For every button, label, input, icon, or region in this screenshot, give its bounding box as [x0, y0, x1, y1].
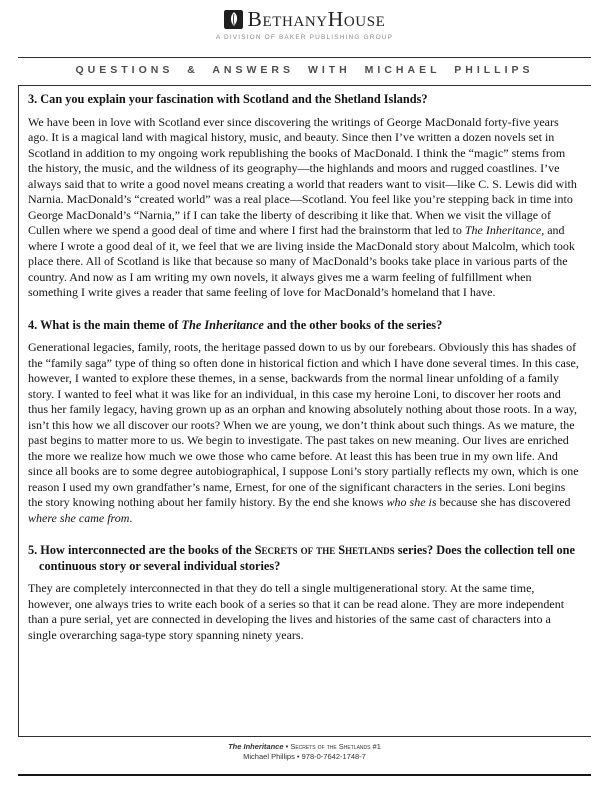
footer-credit [0, 742, 609, 762]
footer-author-isbn-line: Michael Phillips • 978-0-7642-1748-7 [243, 752, 366, 761]
answer-3-paragraph: We have been in love with Scotland ever since discovering the writings of George MacDonald forty-five years ago. It is a magical land with magical history, music, and beauty. Since then I’ve written a dozen novels set in Scotland in addition to my ongoing work republishing the books of MacDonald. I think the “magic” stems from the history, the music, and the wildness of its geography—the highlands and moors and rugged coastlines. I’ve always said that to write a good novel means creating a world that readers want to visit—like C. S. Lewis did with Narnia. MacDonald’s “created world” was a real place—Scotland. You feel like you’re stepping back in time into George MacDonald’s “Narnia,” if I can take the liberty of describing it like that. When we visit the village of Cullen where we spend a good deal of time and where I first had the brainstorm that led to The Inheritance, and where I wrote a good deal of it, we feel that we are living inside the MacDonald story about Malcolm, which took place there. All of Scotland is like that because so many of MacDonald’s books take place in various parts of the country. And now as I am writing my own novels, it always gives me a warm feeling of fulfillment when something I write gives a reader that same feeling of love for MacDonald’s homeland that I have. [28, 114, 577, 299]
leaf-icon [224, 10, 243, 29]
question-3-heading: 3. Can you explain your fascination with Scotland and the Shetland Islands? [28, 92, 428, 106]
question-4-heading: 4. What is the main theme of The Inheritance and the other books of the series? [28, 317, 443, 332]
qa-content-box [18, 85, 591, 737]
answer-5-paragraph: They are completely interconnected in that they do tell a single multigenerational story. At the same time, however, one always tries to write each book of a series so that it can be read alone. They are more independent than a pure serial, yet are connected in developing the lives and histories of the same cast of characters into a single overarching saga-type story spanning ninety years. [28, 581, 565, 642]
publisher-logo [0, 9, 609, 41]
footer-book-line: The Inheritance • Secrets of the Shetlands #1 [228, 742, 381, 751]
footer-rule [18, 774, 591, 776]
answer-4-paragraph: Generational legacies, family, roots, the heritage passed down to us by our forebears. Obviously this has shades of the “family saga” type of thing so often done in historical fiction and which I have done several times. In this case, however, I wanted to explore these themes, in a sense, backwards from the normal linear unfolding of a family story. I wanted to feel what it was like for an individual, in this case my heroine Loni, to discover her roots and thus her family legacy, having grown up as an orphan and knowing absolutely nothing about those roots. In a way, isn’t this how we all discover our roots? When we are young, we don’t think about such things. As we mature, the past begins to matter more to us. We begin to investigate. The past takes on new meaning. Our lives are enriched the more we realize how much we owe those who came before. At least this has been true in my own life. And since all books are to some degree autobiographical, I suppose Loni’s story partially reflects my own, which is one reason I used my own grandfather’s name, Ernest, for one of the significant characters in the series. Loni begins the story knowing nothing about her family history. By the end she knows who she is because she has discovered where she came from. [28, 340, 579, 525]
brand-subtitle: A DIVISION OF BAKER PUBLISHING GROUP [215, 33, 394, 41]
header-rule [18, 57, 591, 58]
question-5-heading: 5. How interconnected are the books of the Secrets of the Shetlands series? Does the collection tell one continuous story or several individual stories? [28, 543, 575, 573]
brand-name: BethanyHouse [247, 7, 386, 31]
page-title: QUESTIONS & ANSWERS WITH MICHAEL PHILLIPS [75, 64, 534, 76]
